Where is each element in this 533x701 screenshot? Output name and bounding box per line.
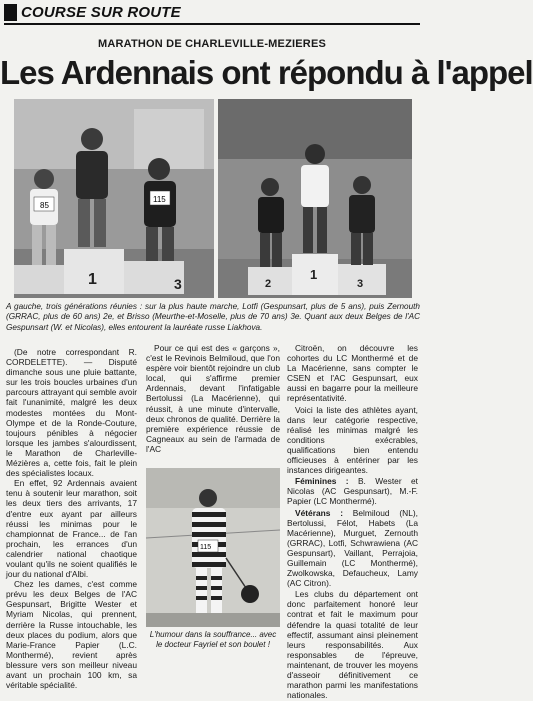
photo-caption: A gauche, trois générations réunies : sur la plus haute marche, Lotfi (Gespunsart, plus de 5 ans), puis Zernouth (GRRAC, plus de 60 ans) 2e, et Brisso (Meurthe-et-Moselle, plus de 70 ans) 3e. Quant aux deux Belges de l'AC Gespunsart (W. et Nicolas), elles entourent la lauréate russe Liakhova. — [6, 302, 420, 332]
section-rubric — [4, 3, 181, 22]
article-kicker: MARATHON DE CHARLEVILLE-MEZIERES — [97, 38, 327, 50]
feminines-label: Féminines : — [295, 476, 349, 487]
article-paragraph: Les clubs du département ont donc parfaitement honoré leur contrat et fait le maximum pour défendre la quasi totalité de leur effectif, assumant ainsi pleinement leurs responsabilités. Aux responsables de l'épreuve, maintenant, de trouver les moyens d'asseoir définitivement ce marathon parmi les manifestations nationales. — [287, 589, 418, 701]
article-column-2 — [146, 343, 280, 454]
veterans-list: Belmiloud (NL), Bertolussi, Félot, Habets (La Macérienne), Murguet, Zernouth (GRRAC), Lotfi, Schwrawiena (AC Gespunsart), Vaillant, Perrajoia, Guillemain (LC Monthermé), Zwolkowska, Defaucheux, Lamy (AC Citron). — [287, 507, 418, 589]
bib-115: 115 — [200, 544, 212, 551]
inset-caption: L'humour dans la souffrance... avec le docteur Fayriel et son boulet ! — [149, 630, 277, 649]
podium-number-2: 2 — [265, 278, 272, 290]
article-paragraph: En effet, 92 Ardennais avaient tenu à soutenir leur marathon, soit les deux tiers des arrivants, 17 d'entre eux ayant par ailleurs réussi les minimas pour le championnat de France... de l'an prochain, les errances d'un calendrier national chaotique voulant qu'ils ne soient qualifiés le jour du national d'Albi. — [6, 478, 137, 580]
podium-number-3: 3 — [174, 276, 182, 292]
article-paragraph: Voici la liste des athlètes ayant, dans leur catégorie respective, réalisé les minimas malgré les conditions exécrables, qualifications bien entendu officieuses à entériner par les instances dirigeantes. — [287, 404, 418, 476]
photo-podium-women — [218, 99, 412, 298]
photo-podium-men — [14, 99, 214, 298]
article-headline: Les Ardennais ont répondu à l'appel — [0, 54, 533, 91]
veterans-paragraph — [287, 508, 418, 589]
veterans-label: Vétérans : — [295, 507, 343, 518]
feminines-list: B. Wester et Nicolas (AC Gespunsart), M.-F. Papier (LC Monthermé). — [287, 476, 418, 507]
rubric-rule — [4, 23, 420, 25]
article-column-3 — [287, 343, 418, 701]
feminines-paragraph — [287, 476, 418, 506]
rubric-label: COURSE SUR ROUTE — [21, 4, 181, 21]
article-column-1 — [6, 347, 137, 690]
photo-runner-ball-and-chain — [146, 468, 280, 627]
bib-85: 85 — [40, 201, 49, 210]
article-paragraph: Citroën, on découvre les cohortes du LC Monthermé et de La Macérienne, sans compter le CSEN et l'AC Gespunsart, eux aussi en bagarre pour la meilleure représentativité. — [287, 343, 418, 404]
article-paragraph: Chez les dames, c'est comme prévu les deux Belges de l'AC Gespunsart, Brigitte Wester et Myriam Nicolas, qui prennent, derrière la Russe intouchable, les deux places du podium, alors que Marie-France Papier (L.C. Monthermé), revient après blessure vers son meilleur niveau avant un prochain 100 km, sa véritable spécialité. — [6, 579, 137, 691]
article-paragraph: Pour ce qui est des « garçons », c'est le Revinois Belmiloud, que l'on espère voir bientôt rejoindre un club local, qui s'affirme premier Ardennais, devant l'infatigable Bertolussi (La Macérienne), qui réussit, à une minute d'intervalle, deux chronos de qualité. Derrière la première expérience réussie de Cagneaux au sein de l'armada de l'AC — [146, 343, 280, 454]
podium-number-1: 1 — [310, 267, 318, 282]
rubric-block — [4, 4, 17, 21]
podium-number-3: 3 — [357, 278, 364, 290]
article-paragraph: (De notre correspondant R. CORDELETTE). — Disputé dimanche sous une pluie battante, sur les trois boucles urbaines d'un parcours attrayant qui semble avoir fait l'unanimité, malgré les deux modestes montées du Mont-Olympe et de la Ronde-Couture, toujours pénibles à négocier lorsque les jambes s'alourdissent, le Marathon de Charleville-Mézières a, cette fois, fait le plein des spécialistes locaux. — [6, 347, 137, 479]
podium-number-1: 1 — [88, 271, 97, 288]
bib-115: 115 — [153, 195, 166, 204]
